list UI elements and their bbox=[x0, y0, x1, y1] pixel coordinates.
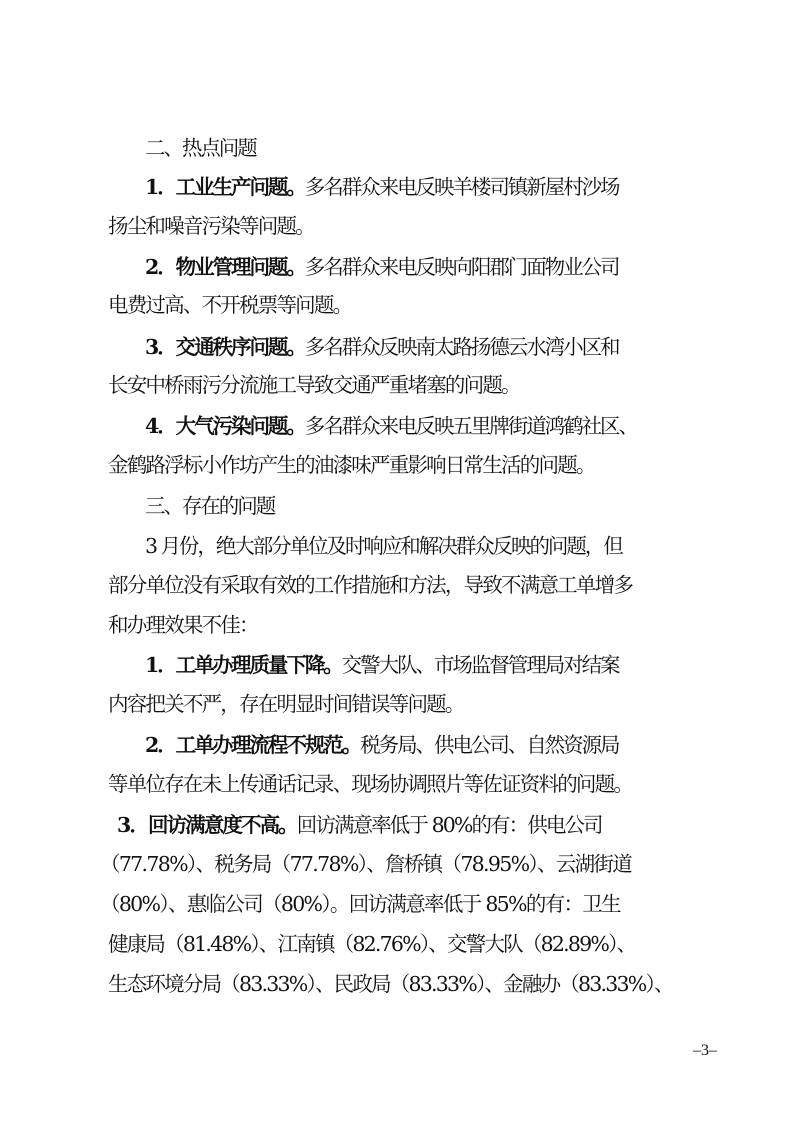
intro-text: 3 月份，绝大部分单位及时响应和解决群众反映的问题，但 bbox=[145, 534, 622, 558]
intro-line-2 bbox=[0, 571, 793, 599]
hot-issue-2-number: 2． bbox=[145, 255, 176, 279]
issue-3-text-cont: 生态环境分局（83.33%）、民政局（83.33%）、金融办（83.33%）、 bbox=[108, 972, 673, 996]
issue-1-number: 1． bbox=[145, 653, 176, 677]
section-heading-hot-issues bbox=[0, 134, 793, 162]
issue-2-text: 税务局、供电公司、自然资源局 bbox=[360, 733, 619, 757]
intro-text: 和办理效果不佳： bbox=[108, 613, 258, 637]
page-number: –3– bbox=[693, 1042, 717, 1059]
section-heading-existing-problems bbox=[0, 492, 793, 520]
hot-issue-4-number: 4． bbox=[145, 414, 176, 438]
issue-3-line-3 bbox=[0, 890, 793, 918]
hot-issue-1-line-2 bbox=[0, 212, 793, 240]
issue-3-line-5 bbox=[0, 970, 793, 998]
issue-3-line-1 bbox=[0, 811, 793, 839]
hot-issue-2-text-cont: 电费过高、不开税票等问题。 bbox=[108, 293, 352, 317]
issue-1-text-cont: 内容把关不严，存在明显时间错误等问题。 bbox=[108, 692, 464, 716]
issue-3-text-cont: （80%）、惠临公司（80%）。回访满意率低于 85%的有：卫生 bbox=[100, 892, 620, 916]
issue-3-text: 回访满意率低于 80%的有：供电公司 bbox=[296, 813, 602, 837]
hot-issue-1-text: 多名群众来电反映羊楼司镇新屋村沙场 bbox=[304, 175, 619, 199]
intro-line-3 bbox=[0, 611, 793, 639]
issue-2-number: 2． bbox=[145, 733, 176, 757]
hot-issue-3-line-1 bbox=[0, 333, 793, 361]
issue-2-line-1 bbox=[0, 731, 793, 759]
hot-issue-2-line-1 bbox=[0, 253, 793, 281]
issue-2-title: 工单办理流程不规范。 bbox=[175, 733, 361, 757]
hot-issue-4-title: 大气污染问题。 bbox=[175, 414, 305, 438]
issue-3-line-2 bbox=[0, 850, 793, 878]
hot-issue-2-title: 物业管理问题。 bbox=[175, 255, 305, 279]
hot-issue-4-text-cont: 金鹤路浮标小作坊产生的油漆味严重影响日常生活的问题。 bbox=[108, 453, 595, 477]
hot-issue-4-text: 多名群众来电反映五里牌街道鸿鹤社区、 bbox=[304, 414, 637, 438]
hot-issue-3-title: 交通秩序问题。 bbox=[175, 335, 305, 359]
hot-issue-3-text-cont: 长安中桥雨污分流施工导致交通严重堵塞的问题。 bbox=[108, 373, 520, 397]
issue-3-text-cont: 健康局（81.48%）、江南镇（82.76%）、交警大队（82.89%）、 bbox=[108, 932, 636, 956]
issue-1-title: 工单办理质量下降。 bbox=[175, 653, 342, 677]
hot-issue-1-text-cont: 扬尘和噪音污染等问题。 bbox=[108, 214, 314, 238]
section-heading-text: 二、热点问题 bbox=[145, 136, 256, 160]
hot-issue-1-number: 1． bbox=[145, 175, 176, 199]
issue-2-text-cont: 等单位存在未上传通话记录、现场协调照片等佐证资料的问题。 bbox=[108, 772, 633, 796]
hot-issue-1-line-1 bbox=[0, 173, 793, 201]
issue-3-line-4 bbox=[0, 930, 793, 958]
hot-issue-3-line-2 bbox=[0, 371, 793, 399]
issue-1-text: 交警大队、市场监督管理局对结案 bbox=[341, 653, 619, 677]
issue-3-title: 回访满意度不高。 bbox=[147, 813, 297, 837]
issue-3-number: 3． bbox=[117, 813, 148, 837]
intro-line-1 bbox=[0, 532, 793, 560]
hot-issue-3-text: 多名群众反映南太路扬德云水湾小区和 bbox=[304, 335, 619, 359]
issue-1-line-1 bbox=[0, 651, 793, 679]
issue-3-text-cont: （77.78%）、税务局（77.78%）、詹桥镇（78.95%）、云湖街道 bbox=[100, 852, 632, 876]
issue-2-line-2 bbox=[0, 770, 793, 798]
hot-issue-4-line-2 bbox=[0, 451, 793, 479]
hot-issue-3-number: 3． bbox=[145, 335, 176, 359]
hot-issue-4-line-1 bbox=[0, 412, 793, 440]
hot-issue-2-line-2 bbox=[0, 291, 793, 319]
hot-issue-1-title: 工业生产问题。 bbox=[175, 175, 305, 199]
issue-1-line-2 bbox=[0, 690, 793, 718]
hot-issue-2-text: 多名群众来电反映向阳郡门面物业公司 bbox=[304, 255, 619, 279]
section-heading-text: 三、存在的问题 bbox=[145, 494, 275, 518]
intro-text: 部分单位没有采取有效的工作措施和方法，导致不满意工单增多 bbox=[108, 573, 633, 597]
